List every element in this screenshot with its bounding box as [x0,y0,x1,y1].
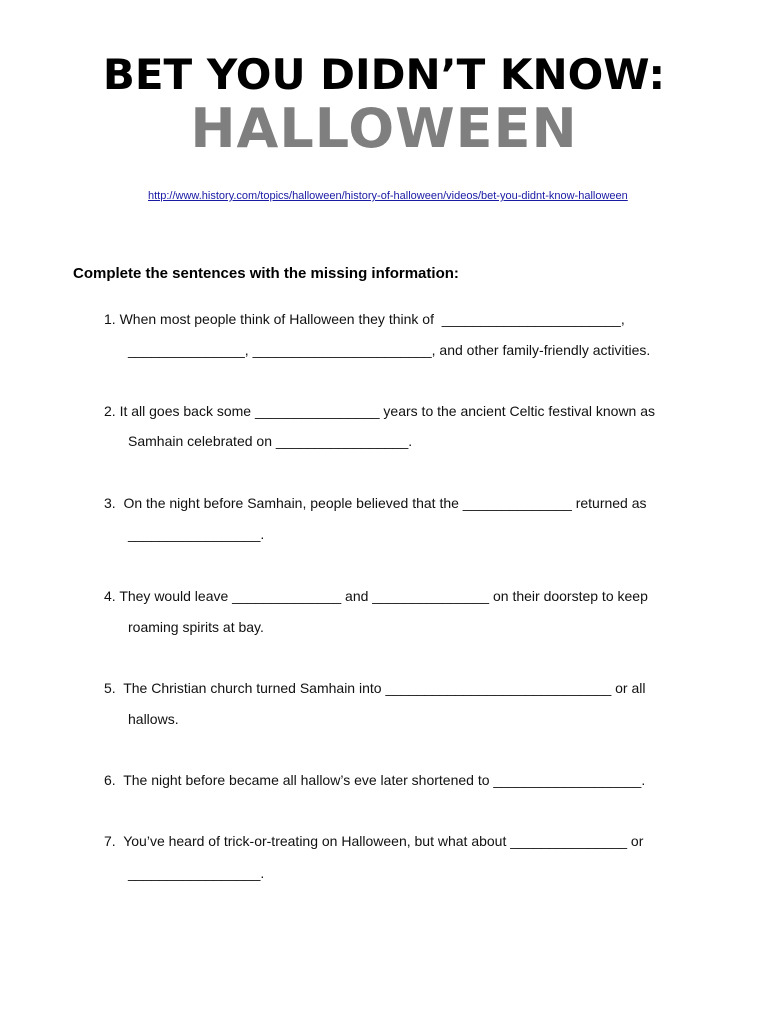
video-link[interactable]: http://www.history.com/topics/halloween/history-of-halloween/videos/bet-you-didnt-know-halloween [148,190,628,202]
question-4-line-2: roaming spirits at bay. [128,619,264,635]
question-3-line-1: 3. On the night before Samhain, people believed that the ______________ returned as [104,495,647,511]
question-2-line-2: Samhain celebrated on _________________. [128,433,413,449]
question-5-line-1: 5. The Christian church turned Samhain into _____________________________ or all [104,680,646,696]
question-5 [104,680,646,728]
question-2 [104,403,656,451]
question-4-line-1: 4. They would leave ______________ and _______________ on their doorstep to keep [104,588,648,604]
question-6-line-1: 6. The night before became all hallow’s eve later shortened to ___________________. [104,772,646,788]
question-1-line-2: _______________, _______________________, and other family-friendly activities. [128,342,651,358]
page-title: BET YOU DIDN’T KNOW: [102,50,666,99]
question-7-line-2: _________________. [128,865,265,881]
question-3-line-2: _________________. [128,526,265,542]
question-1-line-1: 1. When most people think of Halloween they think of _______________________, [104,311,625,327]
page-subtitle: HALLOWEEN [190,97,578,160]
question-7-line-1: 7. You’ve heard of trick-or-treating on Halloween, but what about _______________ or [104,833,644,849]
instructions-heading: Complete the sentences with the missing information: [73,265,459,282]
question-4 [104,588,648,636]
question-3 [104,495,647,543]
question-1 [104,311,651,359]
question-6 [104,772,646,804]
question-7 [104,833,644,881]
question-2-line-1: 2. It all goes back some ________________ years to the ancient Celtic festival known as [104,403,656,419]
question-5-line-2: hallows. [128,711,179,727]
